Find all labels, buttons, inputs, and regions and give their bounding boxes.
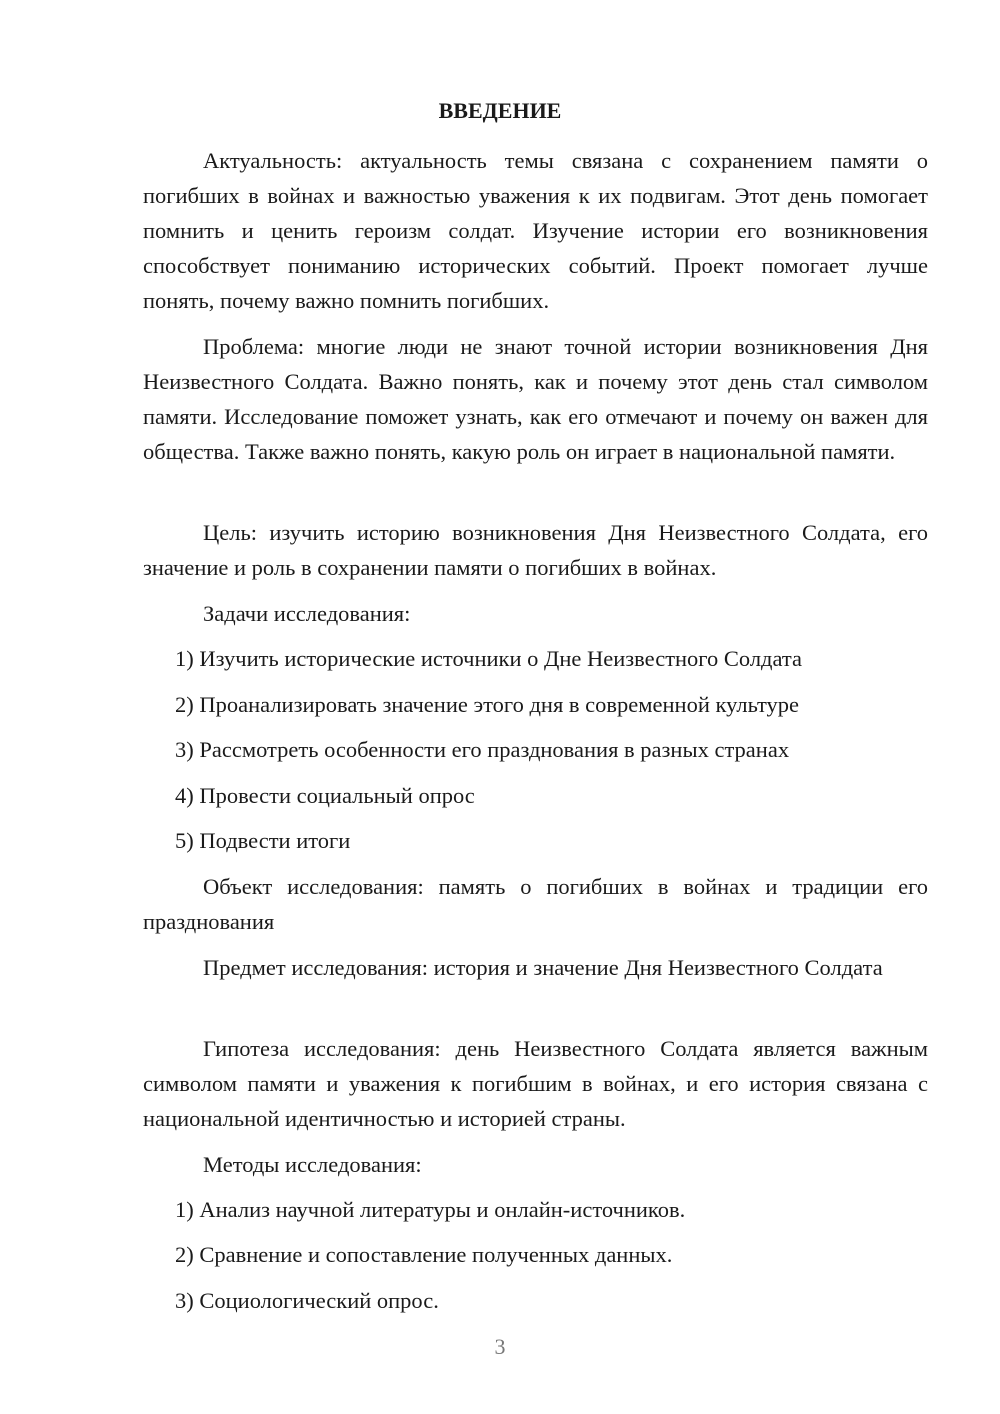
task-item: 1) Изучить исторические источники о Дне Неизвестного Солдата: [175, 646, 802, 671]
subject-paragraph: Предмет исследования: история и значение Дня Неизвестного Солдата: [203, 955, 883, 980]
task-item: 5) Подвести итоги: [175, 828, 351, 853]
method-item: 1) Анализ научной литературы и онлайн-источников.: [175, 1197, 686, 1222]
method-item: 3) Социологический опрос.: [175, 1288, 439, 1313]
hypothesis-paragraph: Гипотеза исследования: день Неизвестного Солдата является важным символом памяти и уважения к погибшим в войнах, и его история связана с национальной идентичностью и историей страны.: [143, 1036, 928, 1131]
page-title: ВВЕДЕНИЕ: [438, 98, 562, 123]
relevance-paragraph: Актуальность: актуальность темы связана с сохранением памяти о погибших в войнах и важностью уважения к их подвигам. Этот день помогает помнить и ценить героизм солдат. Изучение истории его возникновения способствует пониманию исторических событий. Проект помогает лучше понять, почему важно помнить погибших.: [143, 148, 928, 313]
object-paragraph: Объект исследования: память о погибших в войнах и традиции его празднования: [143, 874, 928, 934]
task-item: 4) Провести социальный опрос: [175, 783, 475, 808]
method-item: 2) Сравнение и сопоставление полученных данных.: [175, 1242, 673, 1267]
tasks-heading: Задачи исследования:: [203, 601, 411, 626]
methods-heading: Методы исследования:: [203, 1152, 422, 1177]
page-number: 3: [494, 1334, 506, 1359]
goal-paragraph: Цель: изучить историю возникновения Дня Неизвестного Солдата, его значение и роль в сохранении памяти о погибших в войнах.: [143, 520, 928, 580]
problem-paragraph: Проблема: многие люди не знают точной истории возникновения Дня Неизвестного Солдата. Важно понять, как и почему этот день стал символом памяти. Исследование поможет узнать, как его отмечают и почему он важен для общества. Также важно понять, какую роль он играет в национальной памяти.: [143, 334, 928, 464]
task-item: 3) Рассмотреть особенности его празднования в разных странах: [175, 737, 790, 762]
task-item: 2) Проанализировать значение этого дня в современной культуре: [175, 692, 800, 717]
